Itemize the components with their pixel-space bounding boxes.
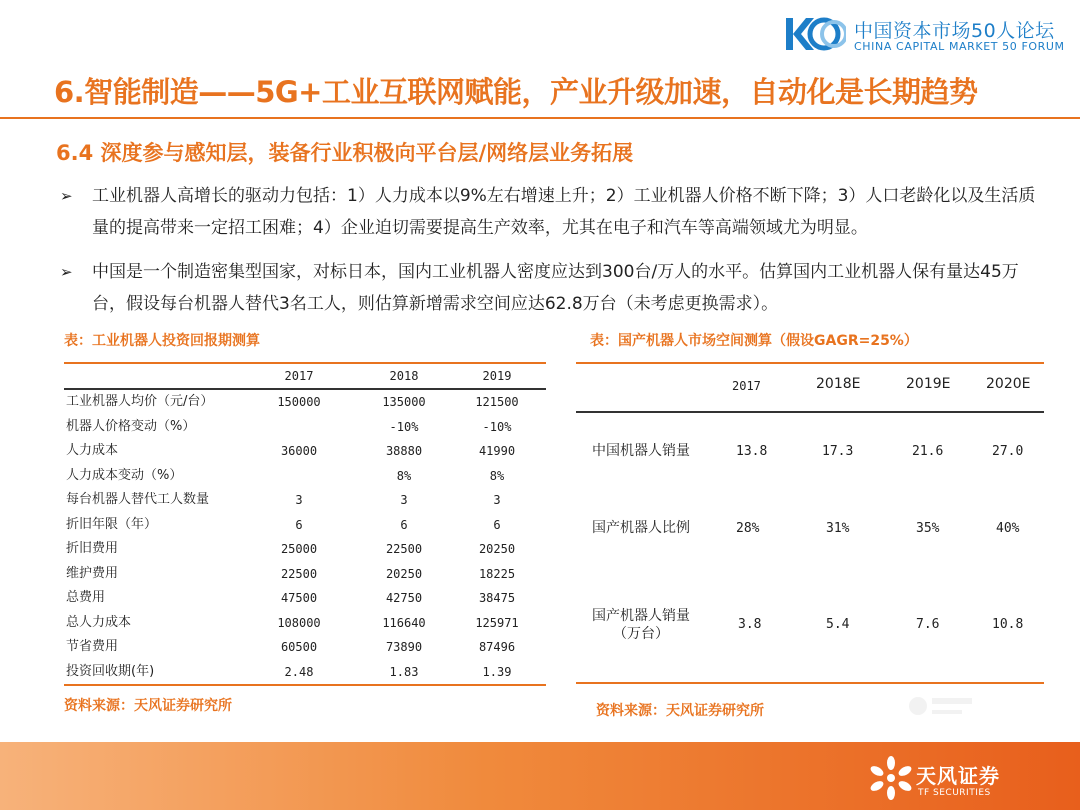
table-cell: 6 <box>400 517 408 532</box>
table-row <box>64 415 546 440</box>
row-label: 机器人价格变动（%） <box>66 418 196 434</box>
table-header-rule <box>576 411 1044 413</box>
table-cell: 36000 <box>280 444 318 458</box>
table-cell: 60500 <box>280 640 318 654</box>
table-row <box>64 562 546 587</box>
bullet-text: 中国是一个制造密集型国家，对标日本，国内工业机器人密度应达到300台/万人的水平。估算国内工业机器人保有量达45万台，假设每台机器人替代3名工人，则估算新增需求空间应达62.8万台（未考虑更换需求）。 <box>92 262 1019 314</box>
table-cell: 35% <box>916 521 940 536</box>
table-row <box>64 537 546 562</box>
row-label: 节省费用 <box>66 639 119 654</box>
logo-english-name: CHINA CAPITAL MARKET 50 FORUM <box>854 40 1065 53</box>
table-cell: 135000 <box>382 395 426 409</box>
table-cell: 47500 <box>280 591 318 605</box>
table-cell: 116640 <box>382 615 426 630</box>
column-header: 2018 <box>389 369 419 383</box>
column-header: 2017 <box>732 379 761 393</box>
row-label: 人力成本变动（%） <box>66 467 183 483</box>
footer-brand-name: 天风证券 <box>916 764 1000 788</box>
table-cell: 20250 <box>478 542 516 556</box>
row-label: 总人力成本 <box>66 614 132 630</box>
row-label: 折旧年限（年） <box>66 516 158 532</box>
arrow-bullet-icon: ➢ <box>60 263 73 281</box>
table-cell: 10.8 <box>992 617 1024 632</box>
logo-chinese-name: 中国资本市场50人论坛 <box>854 20 1055 42</box>
table-row <box>64 660 546 685</box>
table-cell: 108000 <box>277 615 321 630</box>
column-header: 2019E <box>906 376 951 392</box>
table-cell: 7.6 <box>916 617 940 632</box>
tf-flower-logo-icon <box>868 754 914 802</box>
table-cell: 17.3 <box>822 444 854 459</box>
row-label: 国产机器人销量 <box>592 608 690 624</box>
right-table-caption: 表：国产机器人市场空间测算（假设GAGR=25%） <box>590 333 918 349</box>
column-header: 2019 <box>482 369 512 383</box>
section-title: 6.4 深度参与感知层，装备行业积极向平台层/网络层业务拓展 <box>56 141 634 165</box>
table-cell: 41990 <box>478 444 516 458</box>
table-cell: 31% <box>826 521 850 536</box>
table-cell: 42750 <box>385 591 423 605</box>
page-title: 6.智能制造——5G+工业互联网赋能，产业升级加速，自动化是长期趋势 <box>54 75 978 109</box>
table-cell: 8% <box>396 468 412 483</box>
table-cell: 25000 <box>280 542 318 556</box>
table-top-rule <box>576 362 1044 364</box>
k50-logo-icon <box>784 14 846 54</box>
table-cell: 27.0 <box>992 444 1024 459</box>
row-label-unit: （万台） <box>613 626 669 642</box>
table-cell: 38880 <box>385 444 423 458</box>
column-header: 2020E <box>986 376 1031 392</box>
row-label: 工业机器人均价（元/台） <box>66 394 214 409</box>
tf-watermark-icon <box>906 688 976 724</box>
table-cell: 3 <box>295 493 303 507</box>
table-cell: 3 <box>400 493 408 507</box>
table-cell: 150000 <box>277 395 321 409</box>
footer-brand <box>868 750 1068 806</box>
table-cell: 73890 <box>385 640 423 654</box>
row-label: 总费用 <box>66 590 106 605</box>
table-cell: 22500 <box>385 542 423 556</box>
bullet-point <box>60 180 1050 244</box>
table-cell: 1.39 <box>482 664 512 679</box>
bullet-text: 工业机器人高增长的驱动力包括：1）人力成本以9%左右增速上升；2）工业机器人价格不断下降；3）人口老龄化以及生活质量的提高带来一定招工困难；4）企业迫切需要提高生产效率，尤其在电子和汽车等高端领域尤为明显。 <box>92 186 1036 238</box>
arrow-bullet-icon: ➢ <box>60 187 73 205</box>
market-space-table <box>576 362 1044 686</box>
table-cell: 18225 <box>478 566 516 581</box>
table-row <box>64 586 546 611</box>
row-label: 投资回收期(年) <box>66 663 155 679</box>
row-label: 维护费用 <box>66 565 119 581</box>
table-cell: 8% <box>489 468 505 483</box>
table-cell: 125971 <box>475 615 519 630</box>
table-row <box>64 513 546 538</box>
table-cell: 87496 <box>478 640 516 654</box>
row-label: 人力成本 <box>66 443 119 458</box>
table-row <box>64 488 546 513</box>
table-cell: 21.6 <box>912 444 944 459</box>
table-cell: 13.8 <box>736 444 768 459</box>
table-cell: 28% <box>736 521 760 536</box>
table-bottom-rule <box>64 684 546 686</box>
row-label: 中国机器人销量 <box>592 443 690 459</box>
table-row <box>64 611 546 636</box>
table-cell: 22500 <box>280 566 318 581</box>
table-cell: 38475 <box>478 591 516 605</box>
table-cell: 3.8 <box>738 617 762 632</box>
table-cell: 40% <box>996 521 1020 536</box>
table-row <box>64 635 546 660</box>
footer-brand-english: TF SECURITIES <box>918 788 991 798</box>
right-table-source: 资料来源：天风证券研究所 <box>596 703 764 719</box>
table-header-row <box>64 364 546 389</box>
table-cell: 6 <box>493 517 501 532</box>
left-table-source: 资料来源：天风证券研究所 <box>64 698 232 714</box>
forum-logo <box>784 14 1064 60</box>
table-cell: 6 <box>295 517 303 532</box>
table-cell: 3 <box>493 493 501 507</box>
row-label: 国产机器人比例 <box>592 520 690 536</box>
table-bottom-rule <box>576 682 1044 684</box>
title-divider <box>0 117 1080 119</box>
table-row <box>64 390 546 415</box>
table-cell: -10% <box>482 419 512 434</box>
table-cell: 1.83 <box>389 664 419 679</box>
left-table-caption: 表：工业机器人投资回报期测算 <box>64 333 260 349</box>
table-row <box>64 439 546 464</box>
bullet-point <box>60 256 1050 320</box>
column-header: 2017 <box>284 369 314 383</box>
table-cell: -10% <box>389 419 419 434</box>
table-cell: 121500 <box>475 395 519 409</box>
table-cell: 2.48 <box>284 664 314 679</box>
row-label: 每台机器人替代工人数量 <box>66 492 210 507</box>
table-cell: 5.4 <box>826 617 850 632</box>
table-row <box>64 464 546 489</box>
table-cell: 20250 <box>385 566 423 581</box>
column-header: 2018E <box>816 376 861 392</box>
row-label: 折旧费用 <box>66 541 119 556</box>
